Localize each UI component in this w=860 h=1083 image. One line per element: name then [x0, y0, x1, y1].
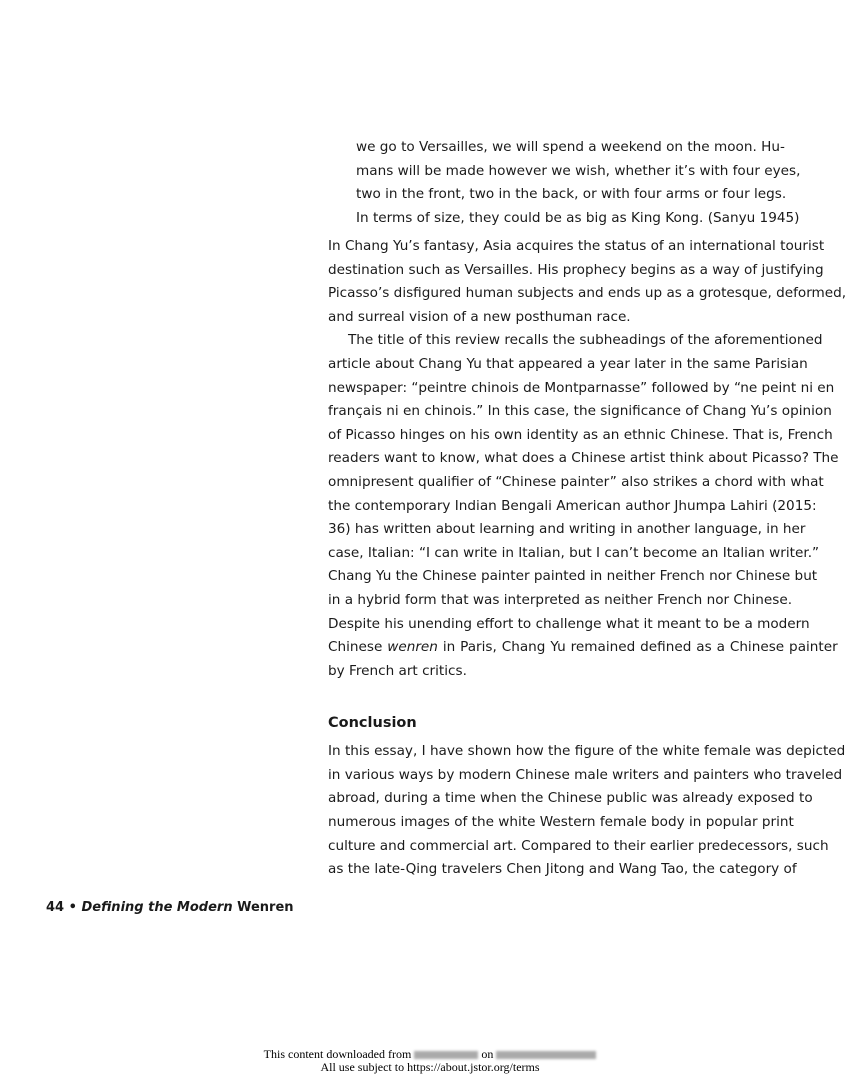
redacted-ip: [414, 1051, 478, 1059]
quote-line: we go to Versailles, we will spend a weekend on the moon. Hu-: [356, 139, 785, 155]
text-line: Despite his unending effort to challenge what it meant to be a modern: [328, 615, 810, 632]
text-line: and surreal vision of a new posthuman race.: [328, 308, 631, 325]
text-line: [328, 636, 838, 660]
redacted-date: [496, 1051, 596, 1059]
text-line: culture and commercial art. Compared to their earlier predecessors, such: [328, 837, 829, 854]
footer-text: on: [481, 1047, 494, 1061]
section-heading: Conclusion: [328, 715, 417, 732]
footer-line-2: All use subject to https://about.jstor.org/terms: [320, 1060, 540, 1074]
page-folio: [46, 900, 294, 915]
bullet: •: [68, 900, 77, 915]
text-line: omnipresent qualifier of “Chinese painter” also strikes a chord with what: [328, 473, 824, 490]
block-quote: [356, 136, 801, 230]
italic-term: wenren: [387, 639, 438, 656]
quote-line: two in the front, two in the back, or with four arms or four legs.: [356, 186, 787, 203]
text-line: The title of this review recalls the subheadings of the aforementioned: [348, 332, 823, 349]
text-line: by French art critics.: [328, 662, 467, 679]
quote-line: In terms of size, they could be as big as King Kong. (Sanyu 1945): [356, 209, 800, 226]
text-line: In Chang Yu’s fantasy, Asia acquires the status of an international tourist: [328, 238, 825, 254]
text: in Paris, Chang Yu remained defined as a Chinese painter: [437, 639, 838, 656]
paragraph: [328, 329, 839, 683]
text: Chinese: [328, 639, 388, 656]
text-line: in a hybrid form that was interpreted as neither French nor Chinese.: [328, 591, 793, 608]
text-line: newspaper: “peintre chinois de Montparnasse” followed by “ne peint ni en: [328, 379, 835, 396]
paragraph: [328, 235, 847, 329]
page-number: 44: [46, 900, 65, 915]
text-line: Chang Yu the Chinese painter painted in neither French nor Chinese but: [328, 568, 818, 585]
text-line: abroad, during a time when the Chinese public was already exposed to: [328, 790, 813, 807]
running-title: Defining the Modern: [81, 900, 233, 915]
text-line: 36) has written about learning and writing in another language, in her: [328, 521, 806, 538]
paragraph: [328, 740, 846, 882]
text-line: the contemporary Indian Bengali American author Jhumpa Lahiri (2015:: [328, 497, 817, 514]
text-line: readers want to know, what does a Chinese artist think about Picasso? The: [328, 450, 839, 467]
text-line: in various ways by modern Chinese male writers and painters who traveled: [328, 766, 843, 783]
body-text: [328, 235, 847, 882]
footer-line-1: [0, 1048, 860, 1061]
text-line: case, Italian: “I can write in Italian, but I can’t become an Italian writer.”: [328, 544, 820, 561]
text-line: destination such as Versailles. His prophecy begins as a way of justifying: [328, 261, 824, 278]
text-line: as the late-Qing travelers Chen Jitong and Wang Tao, the category of: [328, 861, 797, 878]
footer-text: This content downloaded from: [263, 1047, 412, 1061]
text-line: Picasso’s disfigured human subjects and ends up as a grotesque, deformed,: [328, 285, 847, 302]
text-line: article about Chang Yu that appeared a year later in the same Parisian: [328, 355, 808, 372]
download-footer: [0, 1048, 860, 1074]
quote-line: mans will be made however we wish, whether it’s with four eyes,: [356, 162, 801, 179]
running-title-roman: Wenren: [237, 900, 294, 915]
text-line: In this essay, I have shown how the figure of the white female was depicted: [328, 743, 846, 760]
text-line: français ni en chinois.” In this case, the significance of Chang Yu’s opinion: [328, 403, 832, 420]
text-line: of Picasso hinges on his own identity as an ethnic Chinese. That is, French: [328, 426, 833, 443]
text-line: numerous images of the white Western female body in popular print: [328, 814, 794, 831]
